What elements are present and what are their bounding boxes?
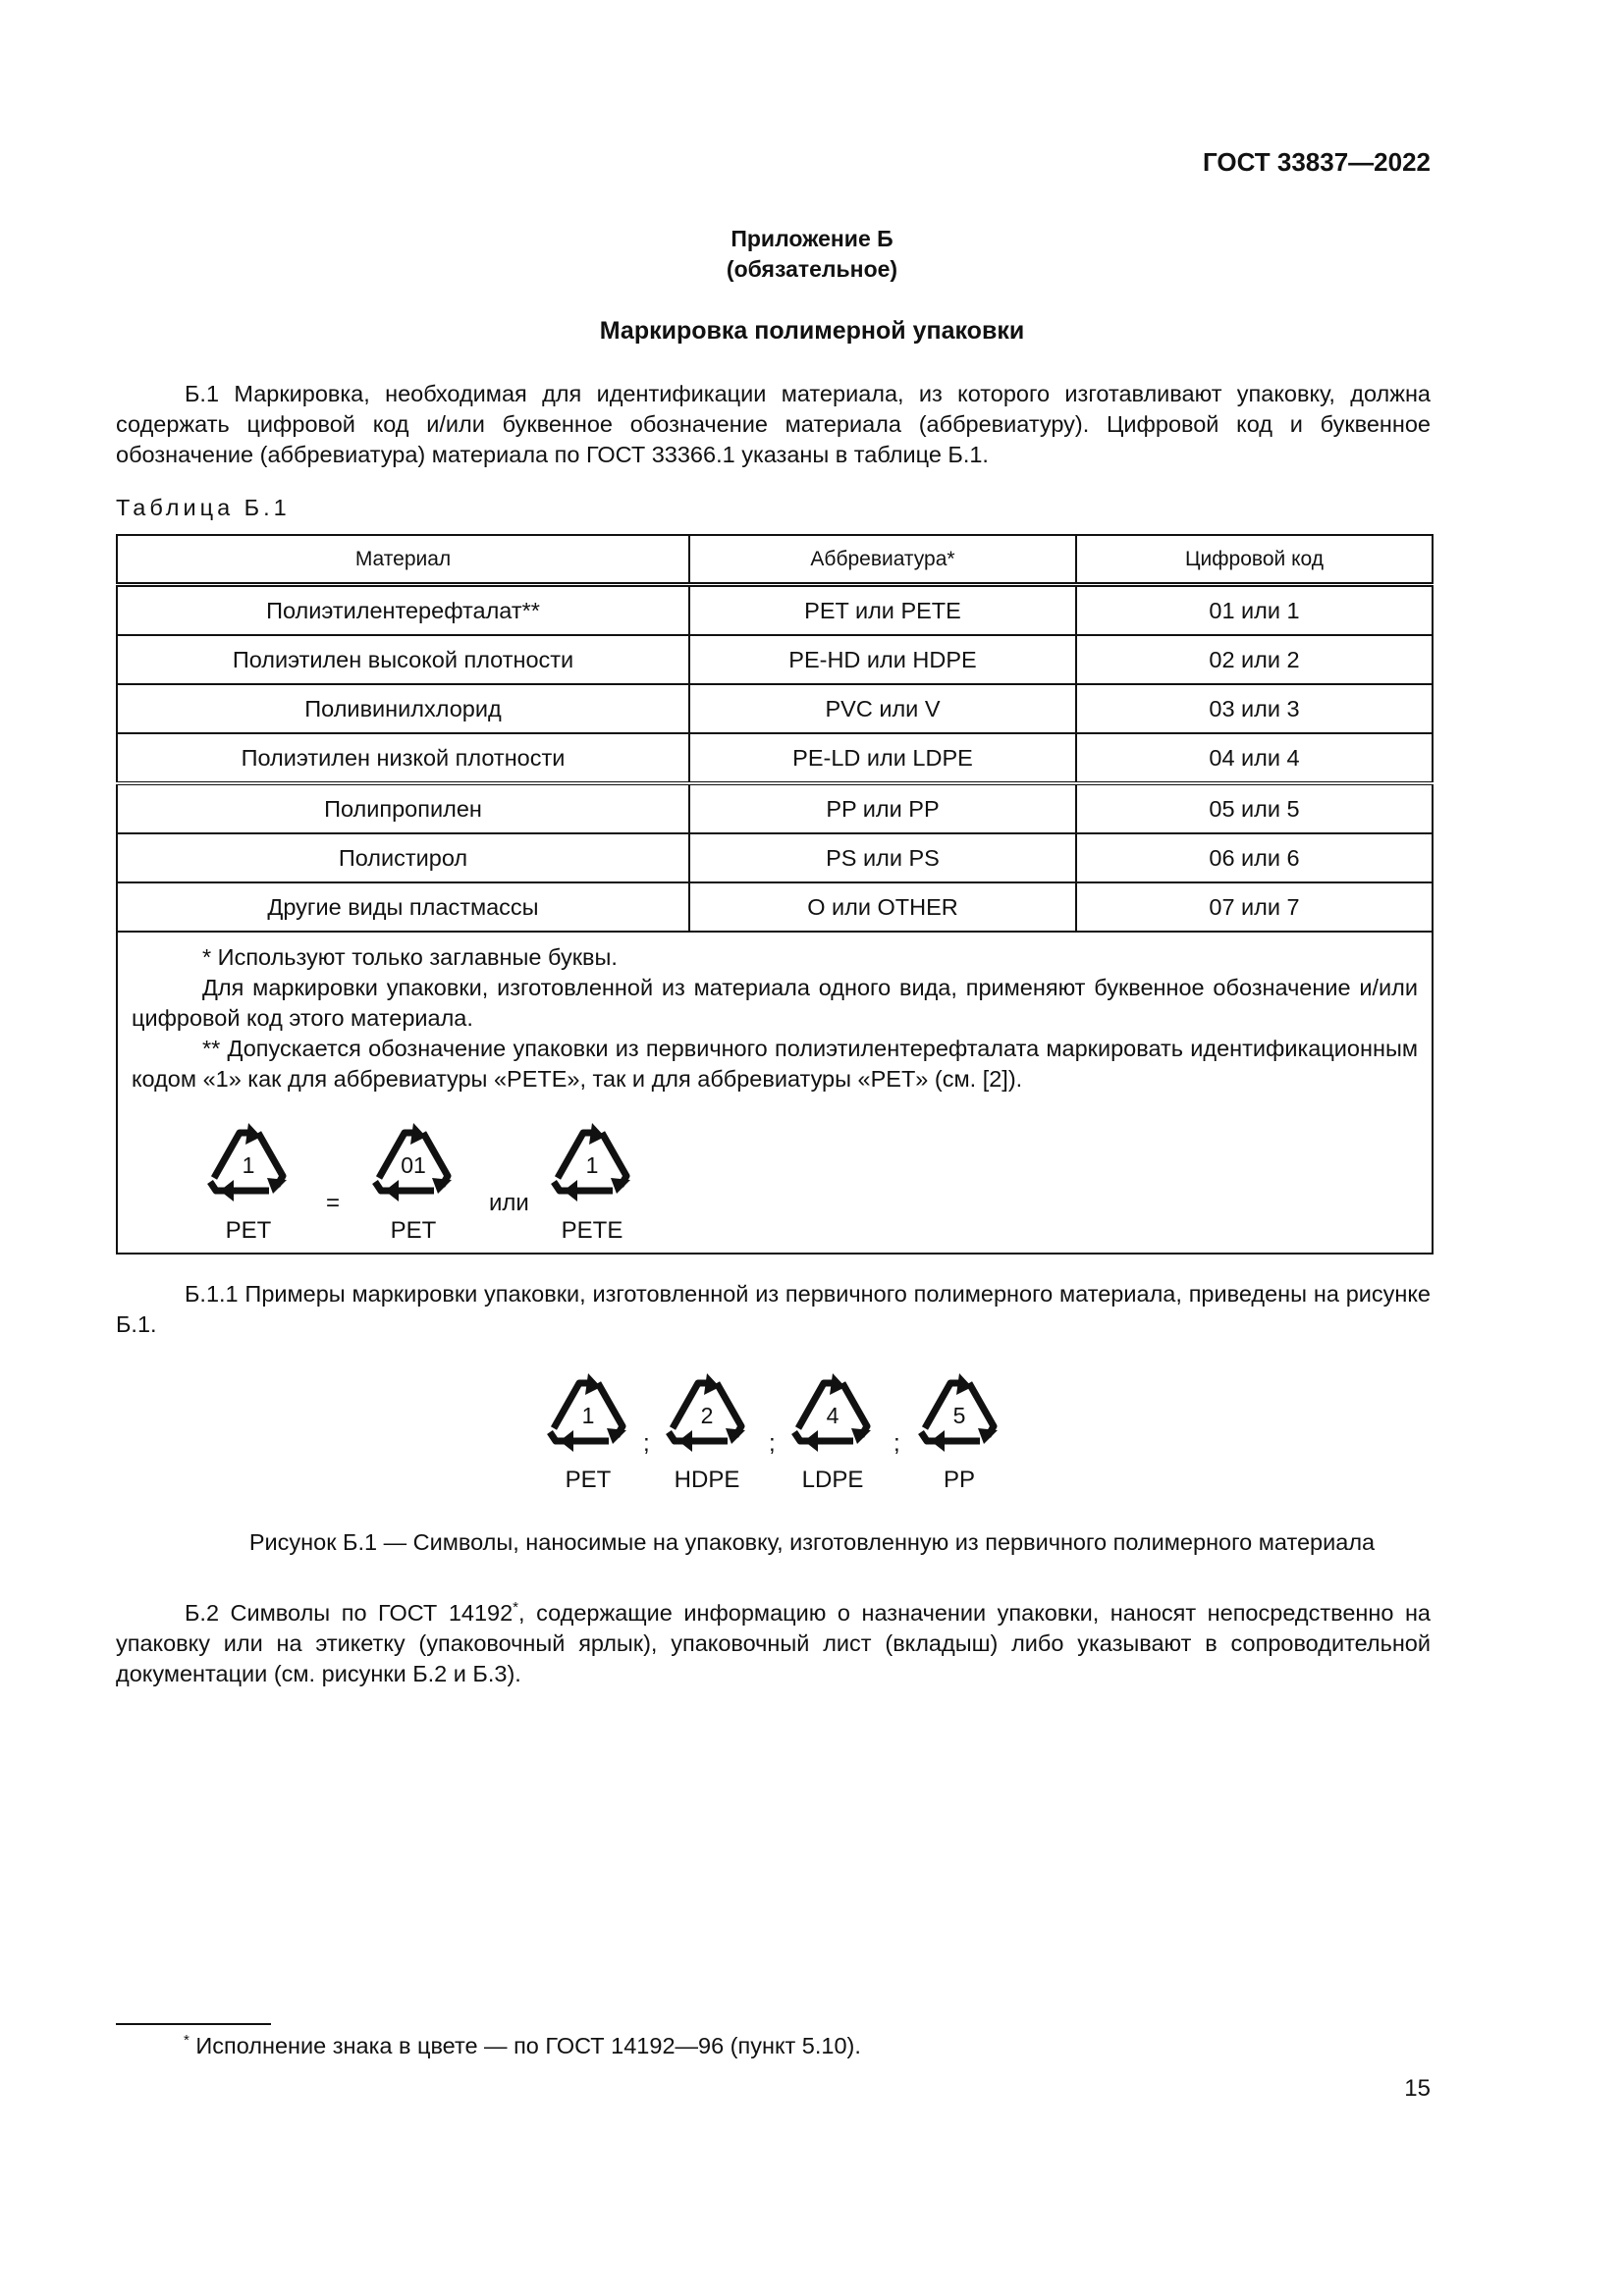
- equals-sign: =: [326, 1190, 341, 1216]
- recycle-symbol-pet-1: [204, 1119, 293, 1245]
- note-uppercase: * Используют только заглавные буквы.: [202, 944, 618, 970]
- cell-material: Поливинилхлорид: [117, 684, 689, 733]
- table-row: [117, 684, 1433, 733]
- cell-material: Другие виды пластмассы: [117, 882, 689, 932]
- symbol-label: PET: [225, 1217, 272, 1244]
- recycle-symbol-pet-01: [369, 1119, 458, 1245]
- paragraph-b2: [116, 1592, 1431, 1689]
- cell-material: Полипропилен: [117, 783, 689, 833]
- paragraph-b2-end: , содержащие информацию о назначении упаковки, наносят непосредственно на упаковку или на этикетку (упаковочный ярлык), упаковочный лист (вкладыш) либо указывают в сопроводительной документации (см. рисунки Б.2 и Б.3).: [116, 1599, 1431, 1686]
- cell-code: 04 или 4: [1076, 733, 1433, 783]
- separator: ;: [643, 1430, 650, 1457]
- recycle-symbol-pete-1: [548, 1119, 636, 1245]
- footnote-mark: *: [513, 1599, 519, 1616]
- symbol-label: PP: [943, 1467, 975, 1493]
- table-row: [117, 882, 1433, 932]
- symbol-label: PETE: [561, 1217, 623, 1244]
- cell-abbreviation: PET или PETE: [689, 585, 1076, 636]
- symbol-code: 01: [401, 1152, 426, 1178]
- footnote-text: Исполнение знака в цвете — по ГОСТ 14192—96 (пункт 5.10).: [189, 2032, 861, 2058]
- cell-material: Полиэтилен низкой плотности: [117, 733, 689, 783]
- table-notes-row: [117, 932, 1433, 1254]
- cell-abbreviation: PS или PS: [689, 833, 1076, 882]
- symbol-code: 1: [242, 1152, 255, 1178]
- cell-abbreviation: PE-LD или LDPE: [689, 733, 1076, 783]
- figure-b1: [0, 1369, 1624, 1497]
- table-header-row: [117, 535, 1433, 585]
- recycle-symbol-hdpe: [663, 1369, 751, 1494]
- symbol-code: 1: [585, 1152, 599, 1178]
- cell-abbreviation: O или OTHER: [689, 882, 1076, 932]
- symbol-label: PET: [565, 1467, 612, 1493]
- table-row: [117, 833, 1433, 882]
- note-pet-code: ** Допускается обозначение упаковки из первичного полиэтилентерефталата маркировать идентификационным кодом «1» как для аббревиатуры «PETE», так и для аббревиатуры «PET» (см. [2]).: [132, 1036, 1418, 1092]
- paragraph-b1: Б.1 Маркировка, необходимая для идентификации материала, из которого изготавливают упаковку, должна содержать цифровой код и/или буквенное обозначение материала (аббревиатуру). Цифровой код и буквенное обозначение (аббревиатура) материала по ГОСТ 33366.1 указаны в таблице Б.1.: [116, 381, 1431, 467]
- paragraph-b2-start: Б.2 Символы по ГОСТ 14192: [185, 1599, 514, 1626]
- symbol-code: 4: [826, 1403, 839, 1428]
- cell-material: Полистирол: [117, 833, 689, 882]
- cell-code: 06 или 6: [1076, 833, 1433, 882]
- table-row: [117, 733, 1433, 783]
- cell-code: 07 или 7: [1076, 882, 1433, 932]
- footnote-mark: *: [184, 2032, 189, 2049]
- recycle-symbol-pp: [915, 1369, 1003, 1494]
- cell-material: Полиэтилентерефталат**: [117, 585, 689, 636]
- recycle-symbol-ldpe: [788, 1369, 877, 1494]
- symbol-code: 5: [952, 1403, 966, 1428]
- cell-material: Полиэтилен высокой плотности: [117, 635, 689, 684]
- cell-code: 01 или 1: [1076, 585, 1433, 636]
- footnote: [184, 2032, 861, 2059]
- note-single-material: Для маркировки упаковки, изготовленной из материала одного вида, применяют буквенное обозначение и/или цифровой код этого материала.: [132, 975, 1418, 1031]
- table-row: [117, 635, 1433, 684]
- cell-abbreviation: PP или PP: [689, 783, 1076, 833]
- annex-title: Приложение Б: [731, 226, 893, 251]
- header-abbreviation: Аббревиатура*: [689, 535, 1076, 585]
- cell-code: 03 или 3: [1076, 684, 1433, 733]
- page-number: 15: [1404, 2075, 1431, 2102]
- paragraph-b1-1: Б.1.1 Примеры маркировки упаковки, изготовленной из первичного полимерного материала, приведены на рисунке Б.1.: [116, 1281, 1431, 1337]
- table-caption: Таблица Б.1: [116, 495, 291, 520]
- cell-abbreviation: PE-HD или HDPE: [689, 635, 1076, 684]
- cell-code: 02 или 2: [1076, 635, 1433, 684]
- separator: ;: [769, 1430, 776, 1457]
- recycle-symbol-pet: [544, 1369, 632, 1494]
- symbol-code: 2: [700, 1403, 714, 1428]
- cell-code: 05 или 5: [1076, 783, 1433, 833]
- annex-status: (обязательное): [726, 256, 898, 282]
- footnote-rule: [116, 2023, 271, 2025]
- figure-caption: Рисунок Б.1 — Символы, наносимые на упаковку, изготовленную из первичного полимерного материала: [248, 1529, 1376, 1555]
- symbol-label: PET: [390, 1217, 437, 1244]
- header-material: Материал: [117, 535, 689, 585]
- table-notes: [117, 932, 1433, 1254]
- annex-heading: Маркировка полимерной упаковки: [599, 317, 1025, 345]
- table-row: [117, 585, 1433, 636]
- table-row: [117, 783, 1433, 833]
- standard-id: ГОСТ 33837—2022: [1203, 147, 1431, 177]
- symbol-code: 1: [581, 1403, 595, 1428]
- or-word: или: [489, 1190, 529, 1216]
- cell-abbreviation: PVC или V: [689, 684, 1076, 733]
- separator: ;: [893, 1430, 900, 1457]
- symbol-label: HDPE: [674, 1467, 740, 1493]
- materials-table: [116, 534, 1434, 1255]
- symbol-label: LDPE: [801, 1467, 864, 1493]
- header-code: Цифровой код: [1076, 535, 1433, 585]
